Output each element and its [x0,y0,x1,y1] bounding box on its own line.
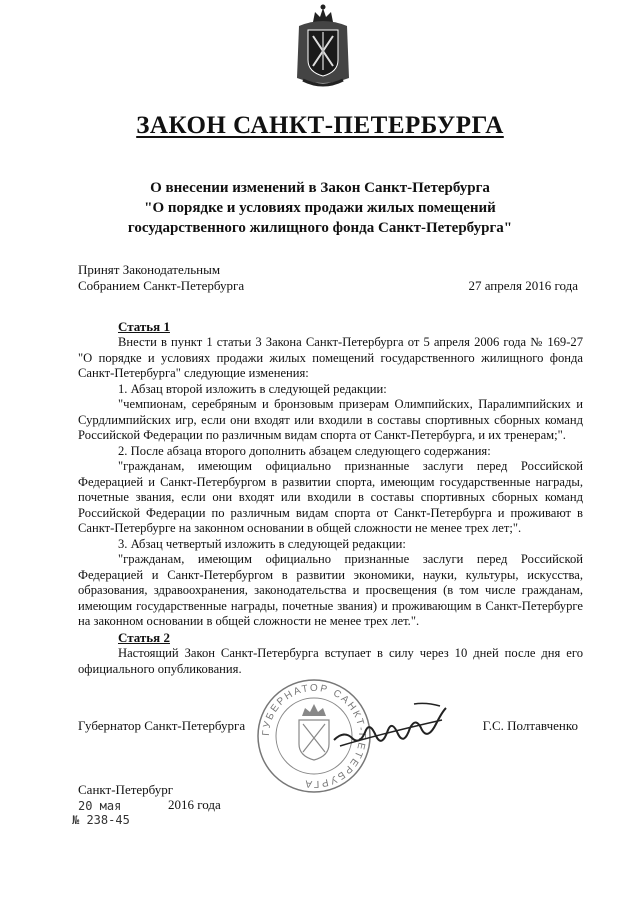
signing-year: 2016 года [168,797,221,812]
article-1-item-2: 2. После абзаца второго дополнить абзацем следующего содержания: [118,443,491,458]
article-1-quote-2: "гражданам, имеющим официально признанные заслуги перед Российской Федерацией и Санкт-Петербургом в развитии спорта, имеющим государственные награды, почетные звания, если они входят или входили в составы спортивных сборных команд Российской Федерации по различным видам спорта от Санкт-Петербурга и проживают в Санкт-Петербурге на законном основании в общей сложности не менее трех лет;". [78,459,583,535]
adoption-line: Собранием Санкт-Петербурга [78,278,245,293]
handwritten-signature-icon [330,700,450,760]
article-2-text: Настоящий Закон Санкт-Петербурга вступает в силу через 10 дней после дня его официального опубликования. [78,646,583,676]
city-name: Санкт-Петербург [78,782,174,797]
coat-of-arms-icon [293,4,353,90]
law-title: ЗАКОН САНКТ-ПЕТЕРБУРГА [136,112,504,139]
article-1-quote-1: "чемпионам, серебряным и бронзовым призерам Олимпийских, Паралимпийских и Сурдлимпийских игр, если они входят или входили в составы спортивных сборных команд Российской Федерации по различным видам спорта от Санкт-Петербурга, и их тренерам;". [78,397,583,442]
subtitle-line: О внесении изменений в Закон Санкт-Петербурга [150,180,490,196]
law-number: № 238-45 [72,813,130,827]
article-1-item-3: 3. Абзац четвертый изложить в следующей редакции: [118,536,406,551]
adoption-line: Принят Законодательным [78,262,221,277]
handwritten-date: 20 мая [78,799,122,813]
article-1-intro: Внести в пункт 1 статьи 3 Закона Санкт-Петербурга от 5 апреля 2006 года № 169-27 "О порядке и условиях продажи жилых помещений государственного жилищного фонда Санкт-Петербурга" следующие изменения: [78,335,583,380]
article-1-item-1: 1. Абзац второй изложить в следующей редакции: [118,381,387,396]
governor-title: Губернатор Санкт-Петербурга [78,718,246,733]
governor-name: Г.С. Полтавченко [482,718,578,733]
article-1-quote-3: "гражданам, имеющим официально признанные заслуги перед Российской Федерацией и Санкт-Петербургом в развитии экономики, науки, культуры, искусства, образования, здравоохранения, законодательства и просвещения (в том числе гражданам, имеющим государственные награды, почетные звания) и проживающим в Санкт-Петербурге на законном основании в общей сложности не менее трех лет.". [78,552,583,628]
law-subtitle [70,178,570,238]
subtitle-line: государственного жилищного фонда Санкт-Петербурга" [127,220,513,236]
subtitle-line: "О порядке и условиях продажи жилых помещений [144,200,496,216]
adoption-date: 27 апреля 2016 года [468,278,578,293]
adoption-body [78,262,244,294]
article-1-body [78,335,583,630]
seal-text: ГУБЕРНАТОР САНКТ-ПЕТЕРБУРГА [260,682,368,790]
article-2-heading: Статья 2 [118,630,170,645]
article-1-heading: Статья 1 [118,319,170,334]
